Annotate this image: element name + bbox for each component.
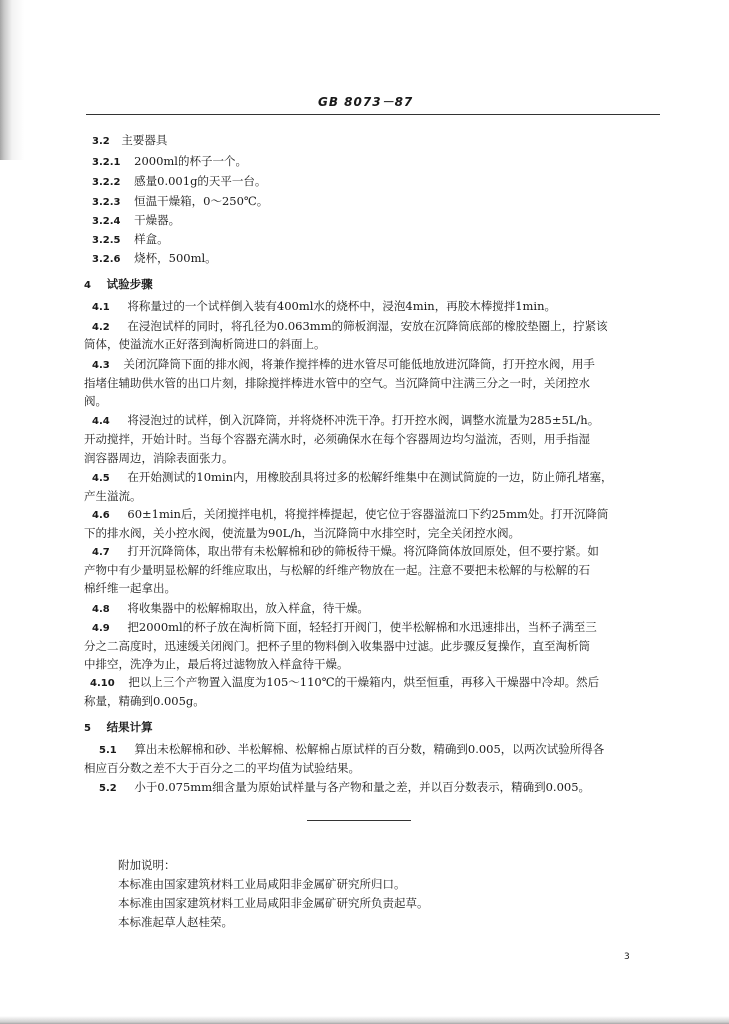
para-5-1-line-2: 相应百分数之差不大于百分之二的平均值为试验结果。	[84, 761, 360, 775]
para-4-3-line-2: 指堵住辅助供水管的出口片刻，排除搅拌棒进水管中的空气。当沉降筒中注满三分之一时，关闭控水	[84, 376, 590, 390]
item-number: 4.8	[92, 604, 110, 615]
para-4-10-line-2: 称量，精确到0.005g。	[84, 694, 205, 708]
item-text: 把2000ml的杯子放在淘析筒下面，轻轻打开阀门，使半松解棉和水迅速排出，当杯子满至三	[127, 620, 597, 634]
item-text: 样盒。	[134, 232, 169, 246]
item-text: 2000ml的杯子一个。	[134, 154, 247, 168]
item-number: 3.2.4	[92, 216, 121, 227]
para-4-10	[90, 674, 599, 692]
item-text: 感量0.001g的天平一台。	[134, 174, 267, 188]
para-4-1	[92, 298, 556, 316]
para-4-4	[92, 412, 599, 430]
item-number: 3.2.5	[92, 235, 121, 246]
section-number: 5	[84, 723, 91, 734]
para-4-4-line-3: 润容器周边，消除表面张力。	[84, 451, 234, 465]
appendix-title: 附加说明：	[118, 858, 176, 872]
item-3-2-2	[92, 173, 266, 191]
item-3-2-4	[92, 212, 180, 230]
para-4-5	[92, 469, 613, 487]
item-number: 3.2.1	[92, 157, 121, 168]
item-number: 3.2.3	[92, 197, 121, 208]
para-4-6	[92, 506, 608, 524]
item-text: 烧杯，500ml。	[134, 251, 217, 265]
header-rule	[86, 114, 660, 115]
para-4-5-line-2: 产生溢流。	[84, 489, 142, 503]
para-4-4-line-2: 开动搅拌，开始计时。当每个容器充满水时，必须确保水在每个容器周边均匀溢流，否则，用手指湿	[84, 432, 590, 446]
para-4-6-line-2: 下的排水阀，关小控水阀，使流量为90L/h，当沉降筒中水排空时，完全关闭控水阀。	[84, 526, 521, 540]
para-5-2	[99, 779, 590, 797]
item-number: 4.2	[92, 322, 110, 333]
item-number: 5.2	[99, 783, 117, 794]
item-3-2-6	[92, 250, 217, 268]
para-5-1	[99, 741, 604, 759]
scan-shadow-bottom	[0, 1016, 729, 1024]
item-number: 3.2.2	[92, 177, 121, 188]
item-3-2-3	[92, 193, 268, 211]
section-4-heading	[84, 276, 153, 294]
item-text: 在浸泡试样的同时，将孔径为0.063mm的筛板润湿，安放在沉降筒底部的橡胶垫圈上，拧紧该	[127, 319, 608, 333]
item-number: 4.6	[92, 510, 110, 521]
end-rule	[307, 820, 411, 821]
appendix-line: 本标准起草人赵桂荣。	[118, 915, 233, 929]
para-4-9-line-3: 中排空，洗净为止，最后将过滤物放入样盒待干燥。	[84, 657, 349, 671]
item-text: 把以上三个产物置入温度为105～110℃的干燥箱内，烘至恒重，再移入干燥器中冷却。然后	[128, 675, 600, 689]
item-number: 4.4	[92, 416, 110, 427]
section-number: 3.2	[92, 136, 110, 147]
section-title: 主要器具	[121, 133, 168, 147]
scan-shadow-left	[0, 0, 26, 160]
appendix-line: 本标准由国家建筑材料工业局咸阳非金属矿研究所归口。	[118, 877, 406, 891]
para-4-7-line-2: 产物中有少量明显松解的纤维应取出，与松解的纤维产物放在一起。注意不要把未松解的与松解的石	[84, 563, 590, 577]
para-4-9	[92, 619, 597, 637]
item-number: 4.7	[92, 547, 110, 558]
item-number: 4.3	[92, 360, 110, 371]
item-number: 4.10	[90, 678, 115, 689]
para-4-3-line-3: 阀。	[84, 394, 107, 408]
item-text: 恒温干燥箱，0～250℃。	[134, 194, 269, 208]
item-3-2-5	[92, 231, 169, 249]
item-text: 算出未松解棉和砂、半松解棉、松解棉占原试样的百分数，精确到0.005，以两次试验所得各	[134, 742, 605, 756]
item-number: 4.5	[92, 473, 110, 484]
item-text: 将称量过的一个试样倒入装有400ml水的烧杯中，浸泡4min，再胶木棒搅拌1min。	[127, 299, 557, 313]
section-title: 结果计算	[106, 720, 153, 734]
item-text: 打开沉降筒体，取出带有未松解棉和砂的筛板待干燥。将沉降筒体放回原处，但不要拧紧。如	[127, 544, 599, 558]
section-5-heading	[84, 719, 153, 737]
para-4-7	[92, 543, 599, 561]
section-3-2	[92, 132, 167, 150]
item-text: 在开始测试的10min内，用橡胶刮具将过多的松解纤维集中在测试筒旋的一边，防止筛孔堵塞，	[127, 470, 613, 484]
item-3-2-1	[92, 153, 247, 171]
item-text: 将收集器中的松解棉取出，放入样盒，待干燥。	[127, 601, 369, 615]
item-text: 关闭沉降筒下面的排水阀，将兼作搅拌棒的进水管尽可能低地放进沉降筒，打开控水阀，用手	[123, 357, 595, 371]
standard-header: GB 8073－87	[318, 95, 414, 109]
para-4-3	[92, 356, 595, 374]
para-4-7-line-3: 棉纤维一起拿出。	[84, 581, 176, 595]
item-text: 将浸泡过的试样，倒入沉降筒，并将烧杯冲洗干净。打开控水阀，调整水流量为285±5L/h。	[127, 413, 600, 427]
item-number: 3.2.6	[92, 254, 121, 265]
item-number: 4.1	[92, 302, 110, 313]
para-4-2	[92, 318, 608, 336]
item-text: 小于0.075mm细含量为原始试样量与各产物和量之差，并以百分数表示，精确到0.005。	[134, 780, 591, 794]
para-4-8	[92, 600, 369, 618]
item-number: 4.9	[92, 623, 110, 634]
item-number: 5.1	[99, 745, 117, 756]
section-number: 4	[84, 280, 91, 291]
item-text: 60±1min后，关闭搅拌电机，将搅拌棒提起，使它位于容器溢流口下约25mm处。打开沉降筒	[127, 507, 609, 521]
section-title: 试验步骤	[106, 277, 153, 291]
para-4-2-line-2: 筒体，使溢流水正好落到淘析筒进口的斜面上。	[84, 337, 326, 351]
para-4-9-line-2: 分之二高度时，迅速缓关闭阀门。把杯子里的物料倒入收集器中过滤。此步骤反复操作，直至淘析筒	[84, 639, 590, 653]
item-text: 干燥器。	[134, 213, 181, 227]
appendix-line: 本标准由国家建筑材料工业局咸阳非金属矿研究所负责起草。	[118, 896, 429, 910]
page-number: 3	[624, 952, 630, 962]
